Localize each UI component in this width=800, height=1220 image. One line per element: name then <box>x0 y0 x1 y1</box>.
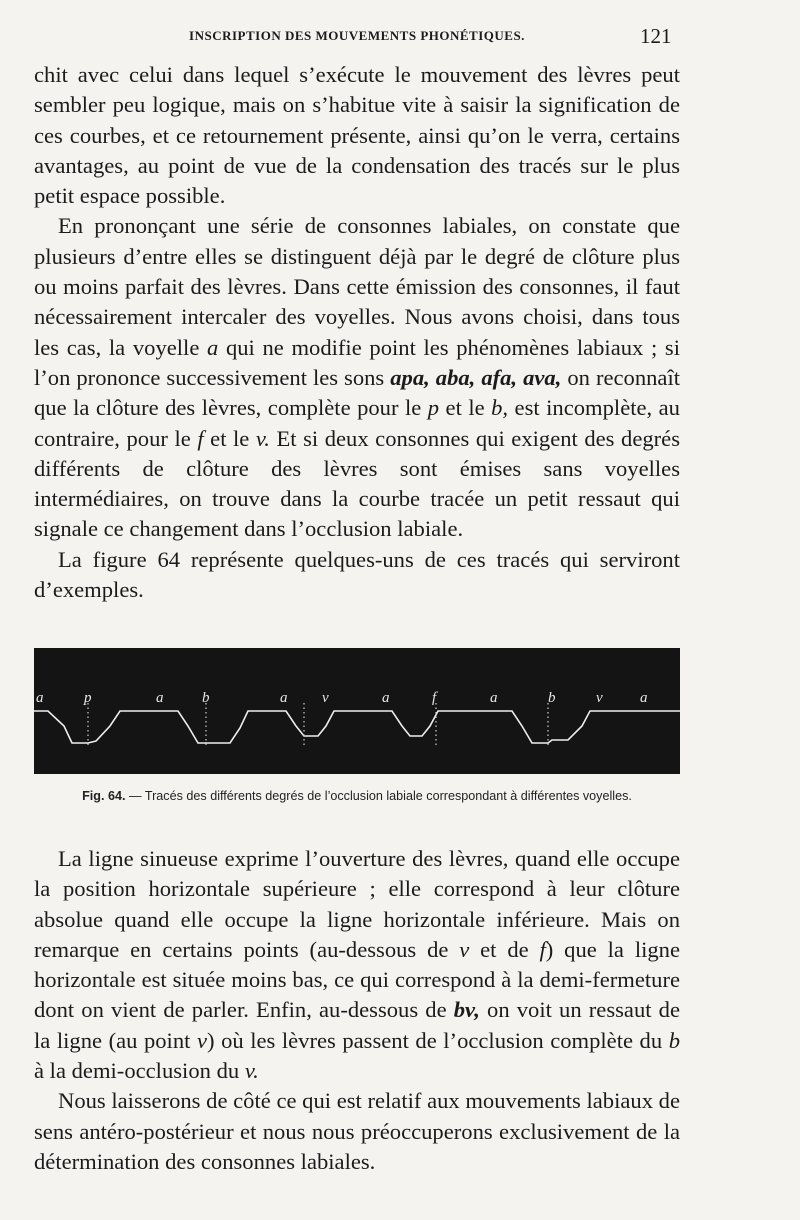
figure-64-tracing <box>34 648 680 774</box>
paragraph: La ligne sinueuse exprime l’ouverture des lèvres, quand elle occupe la position horizontale supérieure ; elle correspond à leur clôture absolue quand elle occupe la ligne horizontale inférieure. Mais on remarque en certains points (au-dessous de v et de f) que la ligne horizontale est située moins bas, ce qui correspond à la demi-fermeture dont on vient de parler. Enfin, au-dessous de bv, on voit un ressaut de la ligne (au point v) où les lèvres passent de l’occlusion complète du b à la demi-occlusion du v. <box>34 846 680 1084</box>
trace-letter-f: f <box>432 690 437 706</box>
trace-letter-a: a <box>36 690 44 706</box>
paragraph: chit avec celui dans lequel s’exécute le mouvement des lèvres peut sembler peu logique, mais on s’habitue vite à saisir la signification de ces courbes, et ce retournement présente, ainsi qu’on le verra, certains avantages, au point de vue de la condensation des tracés sur le plus petit espace possible. <box>34 62 680 209</box>
paragraph: Nous laisserons de côté ce qui est relatif aux mouvements labiaux de sens antéro-postérieur et nous nous préoccuperons exclusivement de la détermination des consonnes labiales. <box>34 1088 680 1174</box>
page-number: 121 <box>640 24 672 48</box>
figure-caption <box>34 788 680 805</box>
tracing-svg <box>34 648 680 774</box>
trace-letter-b: b <box>548 690 556 706</box>
figure-label: Fig. 64. <box>82 789 126 803</box>
running-header: INSCRIPTION DES MOUVEMENTS PHONÉTIQUES. <box>189 28 525 43</box>
paragraph: En prononçant une série de consonnes labiales, on constate que plusieurs d’entre elles se distinguent déjà par le degré de clôture plus ou moins parfait des lèvres. Dans cette émission des consonnes, il faut nécessairement intercaler des voyelles. Nous avons choisi, dans tous les cas, la voyelle a qui ne modifie point les phénomènes labiaux ; si l’on prononce successivement les sons apa, aba, afa, ava, on reconnaît que la clôture des lèvres, complète pour le p et le b, est incomplète, au contraire, pour le f et le v. Et si deux consonnes qui exigent des degrés différents de clôture des lèvres sont émises sans voyelles intermédiaires, on trouve dans la courbe tracée un petit ressaut qui signale ce changement dans l’occlusion labiale. <box>34 213 680 542</box>
trace-letter-a: a <box>280 690 288 706</box>
trace-letter-a: a <box>156 690 164 706</box>
trace-letter-a: a <box>382 690 390 706</box>
trace-letter-a: a <box>490 690 498 706</box>
trace-letter-a: a <box>640 690 648 706</box>
trace-letter-v: v <box>596 690 603 706</box>
trace-letter-p: p <box>84 690 92 706</box>
lip-trace-line <box>34 711 680 743</box>
paragraph: La figure 64 représente quelques-uns de ces tracés qui serviront d’exemples. <box>34 546 680 603</box>
figure-caption-text: — Tracés des différents degrés de l’occlusion labiale correspondant à différentes voyelles. <box>129 789 632 803</box>
trace-letter-b: b <box>202 690 210 706</box>
text-block-upper <box>34 60 680 605</box>
trace-letter-v: v <box>322 690 329 706</box>
text-block-lower <box>34 844 680 1177</box>
